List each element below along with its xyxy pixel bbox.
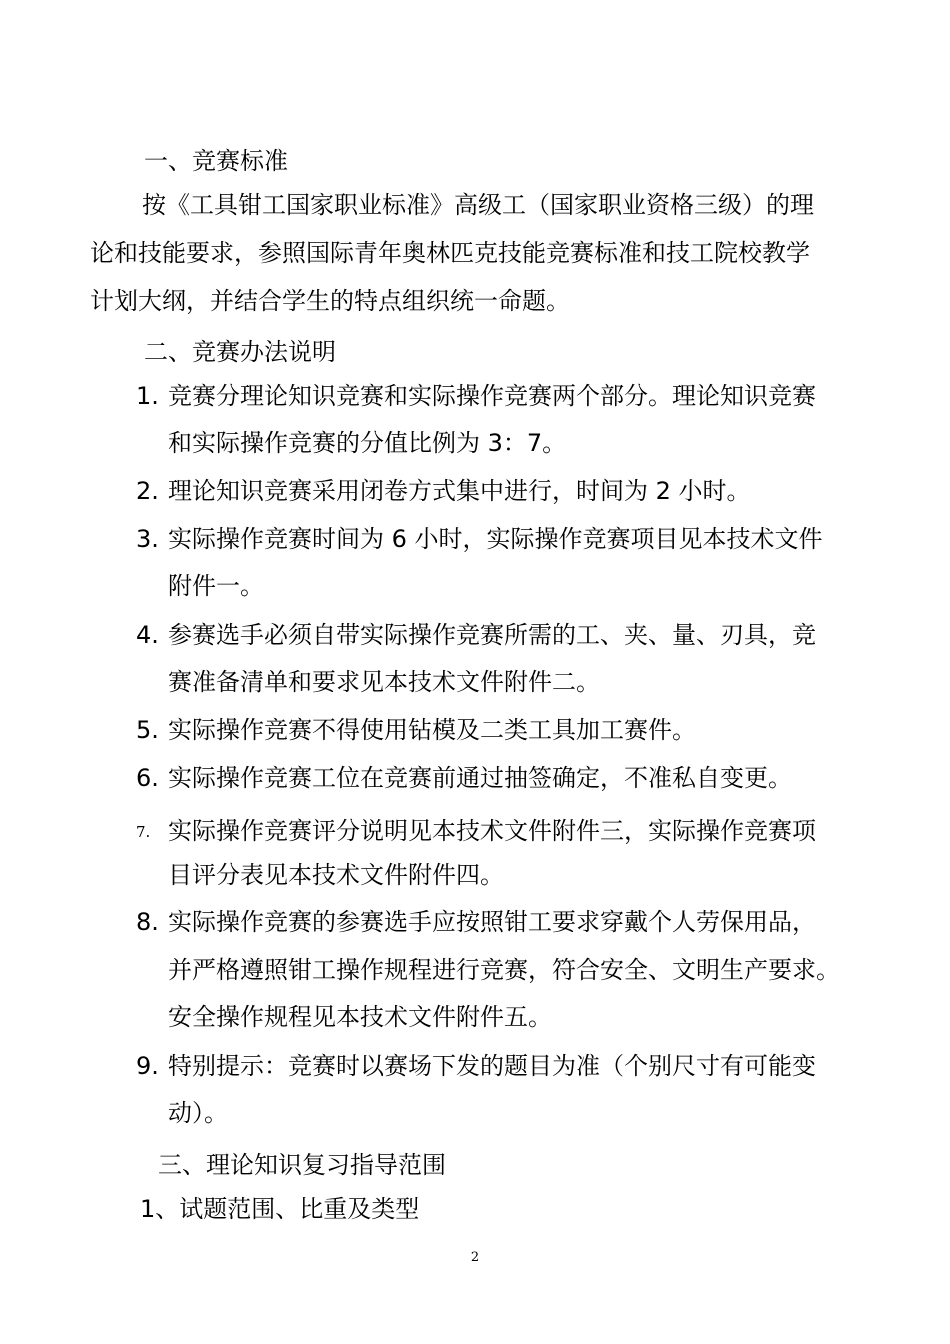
list-item-number: 5. bbox=[136, 716, 159, 744]
list-item-number: 1. bbox=[136, 382, 159, 410]
paragraph-line: 论和技能要求，参照国际青年奥林匹克技能竞赛标准和技工院校教学 bbox=[90, 239, 810, 267]
section-heading-1: 一、竞赛标准 bbox=[144, 147, 288, 175]
list-item-line: 实际操作竞赛不得使用钻模及二类工具加工赛件。 bbox=[168, 716, 696, 744]
list-item-line: 参赛选手必须自带实际操作竞赛所需的工、夹、量、刃具，竞 bbox=[168, 621, 816, 649]
list-item-line: 动）。 bbox=[168, 1099, 228, 1127]
list-item-number: 6. bbox=[136, 764, 159, 792]
section-heading-2: 二、竞赛办法说明 bbox=[144, 338, 336, 366]
list-item-number: 4. bbox=[136, 621, 159, 649]
list-item-line: 和实际操作竞赛的分值比例为 3：7。 bbox=[168, 429, 567, 457]
list-item-line: 实际操作竞赛工位在竞赛前通过抽签确定，不准私自变更。 bbox=[168, 764, 792, 792]
list-item-line: 实际操作竞赛评分说明见本技术文件附件三，实际操作竞赛项 bbox=[168, 817, 816, 845]
list-item-line: 特别提示：竞赛时以赛场下发的题目为准（个别尺寸有可能变 bbox=[168, 1052, 816, 1080]
paragraph-line: 计划大纲，并结合学生的特点组织统一命题。 bbox=[90, 287, 570, 315]
page-number: 2 bbox=[470, 1250, 480, 1265]
list-item-line: 实际操作竞赛时间为 6 小时，实际操作竞赛项目见本技术文件 bbox=[168, 525, 823, 553]
section-heading-3: 三、理论知识复习指导范围 bbox=[158, 1151, 446, 1179]
list-item-number: 9. bbox=[136, 1052, 159, 1080]
list-item-number: 7. bbox=[136, 823, 151, 841]
subsection-heading: 1、试题范围、比重及类型 bbox=[140, 1195, 420, 1223]
list-item-line: 并严格遵照钳工操作规程进行竞赛，符合安全、文明生产要求。 bbox=[168, 956, 840, 984]
list-item-number: 3. bbox=[136, 525, 159, 553]
list-item-line: 目评分表见本技术文件附件四。 bbox=[168, 861, 504, 889]
list-item-line: 安全操作规程见本技术文件附件五。 bbox=[168, 1003, 552, 1031]
list-item-line: 竞赛分理论知识竞赛和实际操作竞赛两个部分。理论知识竞赛 bbox=[168, 382, 816, 410]
list-item-line: 附件一。 bbox=[168, 572, 264, 600]
list-item-line: 实际操作竞赛的参赛选手应按照钳工要求穿戴个人劳保用品， bbox=[168, 908, 816, 936]
list-item-number: 8. bbox=[136, 908, 159, 936]
list-item-line: 理论知识竞赛采用闭卷方式集中进行，时间为 2 小时。 bbox=[168, 477, 751, 505]
list-item-line: 赛准备清单和要求见本技术文件附件二。 bbox=[168, 668, 600, 696]
list-item-number: 2. bbox=[136, 477, 159, 505]
paragraph-line: 按《工具钳工国家职业标准》高级工（国家职业资格三级）的理 bbox=[142, 191, 814, 219]
